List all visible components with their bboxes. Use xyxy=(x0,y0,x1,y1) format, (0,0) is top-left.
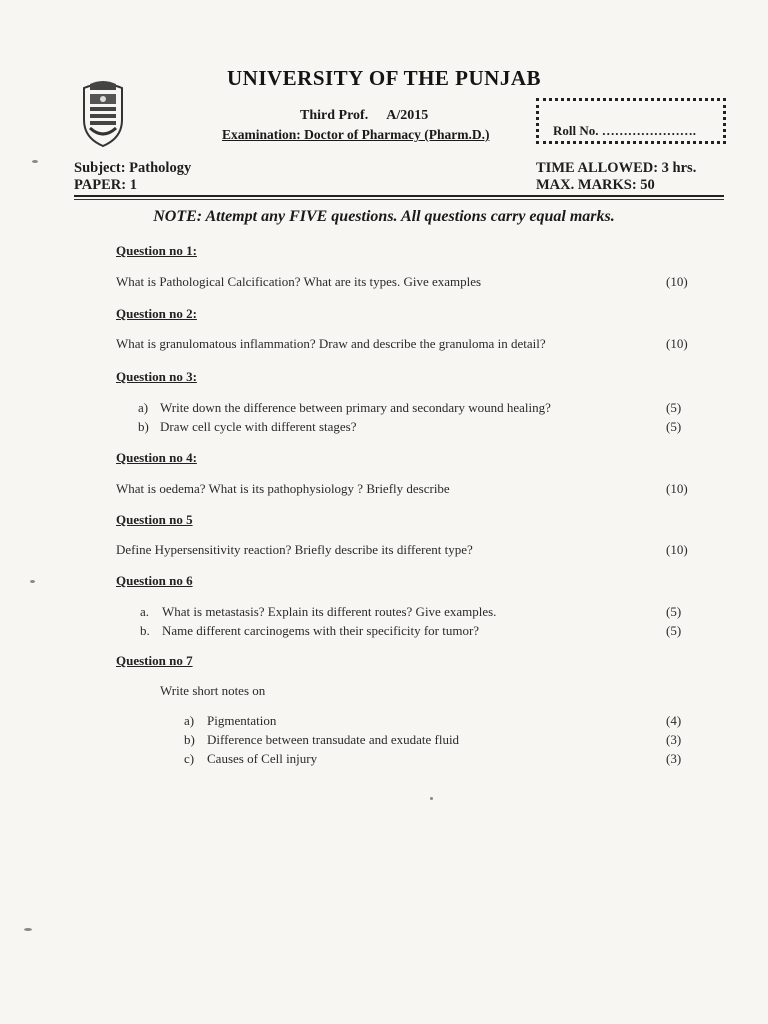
question-6b-label: b. xyxy=(140,623,150,638)
instructions-note: NOTE: Attempt any FIVE questions. All questions carry equal marks. xyxy=(153,208,615,225)
time-allowed-label: TIME ALLOWED: 3 hrs. xyxy=(536,160,697,176)
question-6-heading: Question no 6 xyxy=(116,573,193,588)
question-4-heading: Question no 4: xyxy=(116,450,197,465)
question-7c-marks: (3) xyxy=(666,751,682,766)
max-marks-label: MAX. MARKS: 50 xyxy=(536,177,655,193)
subject-label: Subject: Pathology xyxy=(74,160,192,176)
question-7a-label: a) xyxy=(184,713,195,728)
question-4-text: What is oedema? What is its pathophysiology ? Briefly describe xyxy=(116,481,450,496)
question-3-heading: Question no 3: xyxy=(116,369,197,384)
question-5-text: Define Hypersensitivity reaction? Briefly describe its different type? xyxy=(116,542,473,557)
header-divider xyxy=(74,195,724,197)
question-3a-marks: (5) xyxy=(666,400,682,415)
question-6a-label: a. xyxy=(140,604,150,619)
question-7a-marks: (4) xyxy=(666,713,682,728)
question-7c-text: Causes of Cell injury xyxy=(207,751,318,766)
question-5-heading: Question no 5 xyxy=(116,512,193,527)
question-4-marks: (10) xyxy=(666,481,688,496)
question-1-marks: (10) xyxy=(666,274,688,289)
question-3b-text: Draw cell cycle with different stages? xyxy=(160,419,357,434)
question-5-marks: (10) xyxy=(666,542,688,557)
question-2-heading: Question no 2: xyxy=(116,306,197,321)
question-1-heading: Question no 1: xyxy=(116,243,197,258)
question-7b-label: b) xyxy=(184,732,195,747)
question-6b-marks: (5) xyxy=(666,623,682,638)
question-2-marks: (10) xyxy=(666,336,688,351)
paper-label: PAPER: 1 xyxy=(74,177,137,193)
question-6a-marks: (5) xyxy=(666,604,682,619)
question-3a-label: a) xyxy=(138,400,149,415)
question-7a-text: Pigmentation xyxy=(207,713,277,728)
question-6a-text: What is metastasis? Explain its different routes? Give examples. xyxy=(162,604,497,619)
scan-speck xyxy=(30,580,35,583)
question-3a-text: Write down the difference between primary and secondary wound healing? xyxy=(160,400,551,415)
scan-speck xyxy=(32,160,38,163)
question-7-heading: Question no 7 xyxy=(116,653,193,668)
exam-year: A/2015 xyxy=(386,108,429,123)
exam-name: Examination: Doctor of Pharmacy (Pharm.D.) xyxy=(222,127,490,142)
question-7-intro: Write short notes on xyxy=(160,683,266,698)
question-3b-marks: (5) xyxy=(666,419,682,434)
exam-title-text: Third Prof. xyxy=(300,108,369,123)
scan-speck xyxy=(24,928,32,931)
question-7b-marks: (3) xyxy=(666,732,682,747)
question-3b-label: b) xyxy=(138,419,149,434)
question-1-text: What is Pathological Calcification? What are its types. Give examples xyxy=(116,274,482,289)
question-7c-label: c) xyxy=(184,751,195,766)
university-title: UNIVERSITY OF THE PUNJAB xyxy=(226,66,542,90)
question-7b-text: Difference between transudate and exudate fluid xyxy=(207,732,460,747)
scan-speck xyxy=(430,797,433,800)
question-2-text: What is granulomatous inflammation? Draw and describe the granuloma in detail? xyxy=(116,336,546,351)
header-divider-thin xyxy=(74,199,724,200)
roll-number-box xyxy=(536,98,726,144)
question-6b-text: Name different carcinogems with their specificity for tumor? xyxy=(162,623,480,638)
exam-title xyxy=(300,108,428,124)
roll-number-label: Roll No. …………………. xyxy=(553,123,696,138)
